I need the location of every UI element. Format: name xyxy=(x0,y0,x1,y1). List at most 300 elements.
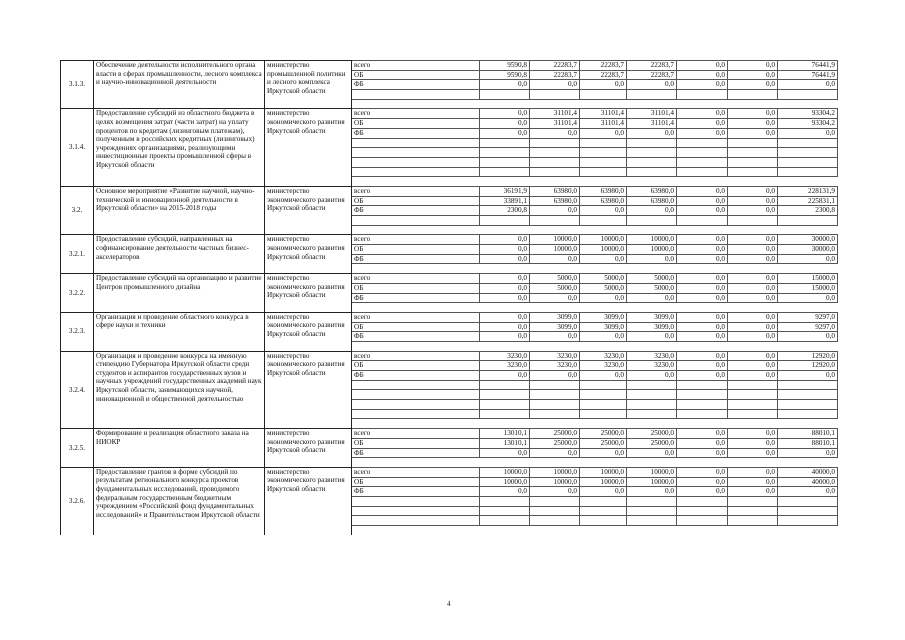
empty-cell xyxy=(580,516,627,526)
empty-cell xyxy=(728,419,778,429)
empty-cell xyxy=(580,341,627,351)
funding-source: всего xyxy=(352,429,480,439)
funding-value: 5000,0 xyxy=(530,274,580,284)
empty-cell xyxy=(778,264,838,274)
table-row xyxy=(61,312,838,322)
funding-value: 0,0 xyxy=(728,467,778,477)
funding-value: 0,0 xyxy=(728,312,778,322)
funding-value: 0,0 xyxy=(677,274,728,284)
funding-value: 0,0 xyxy=(728,109,778,119)
empty-cell xyxy=(728,148,778,158)
funding-value: 0,0 xyxy=(677,467,728,477)
funding-value: 63980,0 xyxy=(627,196,677,206)
funding-value: 0,0 xyxy=(728,70,778,80)
responsible-executor: министерство экономического развития Иркутской области xyxy=(265,235,352,274)
funding-value: 0,0 xyxy=(778,254,838,264)
funding-value: 0,0 xyxy=(480,274,530,284)
empty-cell xyxy=(778,380,838,390)
empty-cell xyxy=(677,216,728,226)
funding-value: 93304,2 xyxy=(778,119,838,129)
funding-value: 3230,0 xyxy=(580,351,627,361)
funding-value: 0,0 xyxy=(677,235,728,245)
item-number: 3.2.4. xyxy=(61,351,94,429)
empty-cell xyxy=(480,380,530,390)
empty-cell xyxy=(530,216,580,226)
funding-value: 0,0 xyxy=(677,206,728,216)
funding-value: 22283,7 xyxy=(580,61,627,71)
empty-cell xyxy=(728,380,778,390)
empty-cell xyxy=(778,506,838,516)
funding-value: 0,0 xyxy=(728,487,778,497)
empty-cell xyxy=(352,138,480,148)
empty-cell xyxy=(580,138,627,148)
funding-value: 3230,0 xyxy=(480,361,530,371)
empty-cell xyxy=(530,496,580,506)
empty-cell xyxy=(778,303,838,313)
funding-value: 0,0 xyxy=(480,448,530,458)
responsible-executor: министерство экономического развития Иркутской области xyxy=(265,109,352,187)
empty-cell xyxy=(627,496,677,506)
funding-value: 0,0 xyxy=(480,332,530,342)
empty-cell xyxy=(778,341,838,351)
empty-cell xyxy=(580,157,627,167)
empty-cell xyxy=(580,400,627,410)
funding-value: 0,0 xyxy=(530,206,580,216)
funding-value: 0,0 xyxy=(778,128,838,138)
funding-value: 9590,8 xyxy=(480,70,530,80)
funding-value: 3099,0 xyxy=(580,322,627,332)
funding-value: 40000,0 xyxy=(778,467,838,477)
empty-cell xyxy=(530,400,580,410)
funding-value: 0,0 xyxy=(677,351,728,361)
empty-cell xyxy=(530,390,580,400)
funding-value: 0,0 xyxy=(480,245,530,255)
funding-value: 63980,0 xyxy=(530,196,580,206)
empty-cell xyxy=(627,526,677,536)
funding-source: ФБ xyxy=(352,487,480,497)
empty-cell xyxy=(728,264,778,274)
funding-value: 0,0 xyxy=(728,61,778,71)
empty-cell xyxy=(352,264,480,274)
empty-cell xyxy=(580,303,627,313)
empty-cell xyxy=(480,177,530,187)
empty-cell xyxy=(530,303,580,313)
item-number: 3.2.6. xyxy=(61,467,94,535)
empty-cell xyxy=(677,506,728,516)
funding-source: ОБ xyxy=(352,283,480,293)
empty-cell xyxy=(352,216,480,226)
funding-value: 10000,0 xyxy=(627,467,677,477)
empty-cell xyxy=(677,341,728,351)
funding-value: 0,0 xyxy=(530,371,580,381)
funding-value: 25000,0 xyxy=(580,429,627,439)
funding-source: всего xyxy=(352,467,480,477)
empty-cell xyxy=(352,409,480,419)
funding-value: 31101,4 xyxy=(627,119,677,129)
funding-value: 0,0 xyxy=(778,448,838,458)
funding-value: 225831,1 xyxy=(778,196,838,206)
empty-cell xyxy=(580,409,627,419)
empty-cell xyxy=(530,225,580,235)
table-body xyxy=(61,61,838,536)
empty-cell xyxy=(580,526,627,536)
empty-cell xyxy=(352,516,480,526)
empty-cell xyxy=(480,225,530,235)
empty-cell xyxy=(352,99,480,109)
funding-value: 30000,0 xyxy=(778,235,838,245)
funding-value: 31101,4 xyxy=(530,109,580,119)
program-funding-table xyxy=(60,60,838,535)
empty-cell xyxy=(677,409,728,419)
funding-source: ОБ xyxy=(352,119,480,129)
funding-value: 0,0 xyxy=(677,487,728,497)
empty-cell xyxy=(480,157,530,167)
funding-source: ФБ xyxy=(352,448,480,458)
empty-cell xyxy=(728,99,778,109)
funding-value: 228131,9 xyxy=(778,186,838,196)
funding-value: 12920,0 xyxy=(778,351,838,361)
funding-value: 31101,4 xyxy=(580,119,627,129)
funding-value: 0,0 xyxy=(480,109,530,119)
funding-value: 3230,0 xyxy=(480,351,530,361)
empty-cell xyxy=(580,99,627,109)
funding-source: всего xyxy=(352,351,480,361)
funding-value: 22283,7 xyxy=(580,70,627,80)
table-row xyxy=(61,429,838,439)
funding-value: 0,0 xyxy=(677,128,728,138)
funding-value: 22283,7 xyxy=(530,70,580,80)
funding-value: 63980,0 xyxy=(580,196,627,206)
funding-value: 0,0 xyxy=(580,371,627,381)
funding-value: 0,0 xyxy=(778,332,838,342)
empty-cell xyxy=(352,380,480,390)
funding-value: 0,0 xyxy=(480,487,530,497)
empty-cell xyxy=(352,157,480,167)
funding-value: 10000,0 xyxy=(480,477,530,487)
empty-cell xyxy=(627,138,677,148)
funding-value: 0,0 xyxy=(627,332,677,342)
funding-value: 0,0 xyxy=(677,312,728,322)
funding-value: 3099,0 xyxy=(530,322,580,332)
funding-value: 0,0 xyxy=(627,448,677,458)
empty-cell xyxy=(627,380,677,390)
empty-cell xyxy=(480,99,530,109)
funding-value: 0,0 xyxy=(580,80,627,90)
empty-cell xyxy=(530,167,580,177)
empty-cell xyxy=(677,157,728,167)
empty-cell xyxy=(627,264,677,274)
funding-value: 3230,0 xyxy=(530,351,580,361)
item-name: Организация и проведение конкурса на именную стипендию Губернатора Иркутской области среди студентов и аспирантов государственных вузов и научных учреждений государственных академий наук Иркутской области, занимающихся научной, инновационной и общественной деятельностью xyxy=(94,351,265,429)
table-row xyxy=(61,235,838,245)
empty-cell xyxy=(677,458,728,468)
funding-value: 10000,0 xyxy=(480,467,530,477)
empty-cell xyxy=(480,148,530,158)
funding-value: 9590,8 xyxy=(480,61,530,71)
funding-source: всего xyxy=(352,109,480,119)
funding-value: 0,0 xyxy=(728,448,778,458)
empty-cell xyxy=(580,458,627,468)
item-number: 3.2.5. xyxy=(61,429,94,468)
funding-value: 93304,2 xyxy=(778,109,838,119)
empty-cell xyxy=(627,90,677,100)
empty-cell xyxy=(580,496,627,506)
funding-value: 0,0 xyxy=(677,80,728,90)
empty-cell xyxy=(677,390,728,400)
funding-value: 5000,0 xyxy=(530,283,580,293)
item-number: 3.1.3. xyxy=(61,61,94,109)
empty-cell xyxy=(480,303,530,313)
funding-value: 0,0 xyxy=(728,196,778,206)
funding-value: 25000,0 xyxy=(530,429,580,439)
funding-value: 0,0 xyxy=(728,293,778,303)
empty-cell xyxy=(778,390,838,400)
funding-value: 88010,1 xyxy=(778,438,838,448)
funding-value: 0,0 xyxy=(627,254,677,264)
empty-cell xyxy=(778,148,838,158)
empty-cell xyxy=(480,400,530,410)
empty-cell xyxy=(480,496,530,506)
funding-value: 0,0 xyxy=(677,61,728,71)
empty-cell xyxy=(728,177,778,187)
funding-value: 0,0 xyxy=(480,293,530,303)
funding-source: ОБ xyxy=(352,196,480,206)
funding-value: 0,0 xyxy=(677,119,728,129)
empty-cell xyxy=(352,303,480,313)
funding-source: ФБ xyxy=(352,293,480,303)
responsible-executor: министерство экономического развития Иркутской области xyxy=(265,274,352,313)
funding-source: ФБ xyxy=(352,371,480,381)
funding-value: 22283,7 xyxy=(627,61,677,71)
funding-source: ФБ xyxy=(352,80,480,90)
funding-value: 0,0 xyxy=(530,448,580,458)
empty-cell xyxy=(530,458,580,468)
item-name: Предоставление субсидий из областного бюджета в целях возмещения затрат (части затрат) на уплату процентов по кредитам (лизинговым платежам), полученным в российских кредитных (лизинговых) учреждениях организациями, реализующими инвестиционные проекты промышленной сферы в Иркутской области xyxy=(94,109,265,187)
funding-value: 0,0 xyxy=(627,371,677,381)
empty-cell xyxy=(580,177,627,187)
funding-source: ФБ xyxy=(352,128,480,138)
funding-value: 0,0 xyxy=(530,80,580,90)
empty-cell xyxy=(778,225,838,235)
empty-cell xyxy=(530,157,580,167)
table-row xyxy=(61,61,838,71)
funding-value: 0,0 xyxy=(728,254,778,264)
empty-cell xyxy=(778,496,838,506)
funding-value: 30000,0 xyxy=(778,245,838,255)
empty-cell xyxy=(352,390,480,400)
funding-value: 88010,1 xyxy=(778,429,838,439)
empty-cell xyxy=(480,419,530,429)
empty-cell xyxy=(530,177,580,187)
funding-value: 63980,0 xyxy=(580,186,627,196)
funding-value: 0,0 xyxy=(480,322,530,332)
item-name: Формирование и реализация областного заказа на НИОКР xyxy=(94,429,265,468)
empty-cell xyxy=(352,419,480,429)
funding-value: 10000,0 xyxy=(580,245,627,255)
funding-source: ФБ xyxy=(352,206,480,216)
empty-cell xyxy=(627,177,677,187)
funding-value: 0,0 xyxy=(627,293,677,303)
empty-cell xyxy=(480,409,530,419)
funding-value: 0,0 xyxy=(677,109,728,119)
funding-value: 0,0 xyxy=(677,429,728,439)
table-row xyxy=(61,467,838,477)
empty-cell xyxy=(627,303,677,313)
empty-cell xyxy=(627,409,677,419)
funding-value: 0,0 xyxy=(480,128,530,138)
funding-source: ФБ xyxy=(352,332,480,342)
funding-value: 10000,0 xyxy=(580,235,627,245)
funding-value: 3099,0 xyxy=(580,312,627,322)
item-name: Предоставление грантов в форме субсидий по результатам регионального конкурса проектов фундаментальных исследований, проводимого федеральным государственным бюджетным учреждением «Российский фонд фундаментальных исследований» и Правительством Иркутской области xyxy=(94,467,265,535)
funding-value: 3230,0 xyxy=(627,361,677,371)
funding-value: 0,0 xyxy=(728,206,778,216)
empty-cell xyxy=(352,400,480,410)
funding-value: 0,0 xyxy=(530,487,580,497)
empty-cell xyxy=(778,409,838,419)
empty-cell xyxy=(627,458,677,468)
empty-cell xyxy=(480,506,530,516)
empty-cell xyxy=(352,506,480,516)
funding-value: 0,0 xyxy=(580,332,627,342)
empty-cell xyxy=(677,167,728,177)
funding-value: 0,0 xyxy=(728,245,778,255)
funding-value: 9297,0 xyxy=(778,322,838,332)
empty-cell xyxy=(778,216,838,226)
funding-value: 3099,0 xyxy=(627,312,677,322)
responsible-executor: министерство экономического развития Иркутской области xyxy=(265,351,352,429)
empty-cell xyxy=(580,419,627,429)
empty-cell xyxy=(728,496,778,506)
funding-value: 5000,0 xyxy=(627,274,677,284)
funding-value: 0,0 xyxy=(627,80,677,90)
funding-value: 10000,0 xyxy=(580,467,627,477)
funding-value: 0,0 xyxy=(677,477,728,487)
empty-cell xyxy=(352,148,480,158)
funding-value: 0,0 xyxy=(778,371,838,381)
funding-value: 0,0 xyxy=(480,371,530,381)
empty-cell xyxy=(677,177,728,187)
empty-cell xyxy=(480,341,530,351)
funding-value: 0,0 xyxy=(728,283,778,293)
funding-value: 76441,9 xyxy=(778,70,838,80)
funding-value: 63980,0 xyxy=(530,186,580,196)
empty-cell xyxy=(728,506,778,516)
funding-source: всего xyxy=(352,235,480,245)
funding-value: 0,0 xyxy=(530,293,580,303)
funding-value: 10000,0 xyxy=(627,235,677,245)
funding-source: ОБ xyxy=(352,438,480,448)
responsible-executor: министерство экономического развития Иркутской области xyxy=(265,429,352,468)
empty-cell xyxy=(352,458,480,468)
funding-value: 0,0 xyxy=(627,128,677,138)
item-number: 3.2.3. xyxy=(61,312,94,351)
funding-value: 5000,0 xyxy=(580,274,627,284)
empty-cell xyxy=(627,390,677,400)
responsible-executor: министерство экономического развития Иркутской области xyxy=(265,312,352,351)
funding-value: 0,0 xyxy=(778,80,838,90)
empty-cell xyxy=(728,216,778,226)
empty-cell xyxy=(352,167,480,177)
funding-value: 0,0 xyxy=(580,487,627,497)
empty-cell xyxy=(728,390,778,400)
funding-value: 36191,9 xyxy=(480,186,530,196)
funding-value: 10000,0 xyxy=(530,245,580,255)
funding-value: 31101,4 xyxy=(580,109,627,119)
empty-cell xyxy=(677,380,728,390)
empty-cell xyxy=(480,264,530,274)
funding-value: 0,0 xyxy=(728,477,778,487)
empty-cell xyxy=(677,99,728,109)
funding-value: 0,0 xyxy=(580,128,627,138)
empty-cell xyxy=(580,167,627,177)
funding-value: 0,0 xyxy=(480,283,530,293)
empty-cell xyxy=(728,225,778,235)
responsible-executor: министерство промышленной политики и лесного комплекса Иркутской области xyxy=(265,61,352,109)
empty-cell xyxy=(728,341,778,351)
funding-value: 0,0 xyxy=(677,245,728,255)
empty-cell xyxy=(480,516,530,526)
empty-cell xyxy=(677,400,728,410)
funding-value: 0,0 xyxy=(728,438,778,448)
funding-value: 22283,7 xyxy=(530,61,580,71)
funding-value: 2300,8 xyxy=(480,206,530,216)
funding-value: 0,0 xyxy=(627,206,677,216)
funding-value: 40000,0 xyxy=(778,477,838,487)
funding-value: 63980,0 xyxy=(627,186,677,196)
empty-cell xyxy=(778,516,838,526)
funding-value: 15000,0 xyxy=(778,283,838,293)
funding-value: 25000,0 xyxy=(627,429,677,439)
funding-value: 0,0 xyxy=(677,448,728,458)
empty-cell xyxy=(728,400,778,410)
empty-cell xyxy=(627,516,677,526)
funding-value: 0,0 xyxy=(580,293,627,303)
empty-cell xyxy=(530,506,580,516)
empty-cell xyxy=(530,409,580,419)
empty-cell xyxy=(530,516,580,526)
empty-cell xyxy=(728,303,778,313)
empty-cell xyxy=(627,341,677,351)
empty-cell xyxy=(580,90,627,100)
empty-cell xyxy=(677,264,728,274)
funding-source: ОБ xyxy=(352,70,480,80)
item-number: 3.2.1. xyxy=(61,235,94,274)
funding-value: 22283,7 xyxy=(627,70,677,80)
funding-value: 0,0 xyxy=(728,429,778,439)
empty-cell xyxy=(677,90,728,100)
funding-value: 0,0 xyxy=(728,332,778,342)
funding-value: 3099,0 xyxy=(627,322,677,332)
empty-cell xyxy=(627,419,677,429)
empty-cell xyxy=(728,90,778,100)
table-row xyxy=(61,351,838,361)
empty-cell xyxy=(728,157,778,167)
item-name: Обеспечение деятельности исполнительного органа власти в сферах промышленности, лесного комплекса и научно-инновационной деятельности xyxy=(94,61,265,109)
funding-value: 0,0 xyxy=(480,254,530,264)
funding-value: 0,0 xyxy=(677,186,728,196)
empty-cell xyxy=(677,516,728,526)
funding-value: 15000,0 xyxy=(778,274,838,284)
funding-value: 0,0 xyxy=(530,254,580,264)
funding-value: 0,0 xyxy=(728,235,778,245)
empty-cell xyxy=(677,148,728,158)
funding-value: 0,0 xyxy=(728,351,778,361)
empty-cell xyxy=(480,390,530,400)
empty-cell xyxy=(580,264,627,274)
empty-cell xyxy=(530,264,580,274)
funding-value: 0,0 xyxy=(677,70,728,80)
